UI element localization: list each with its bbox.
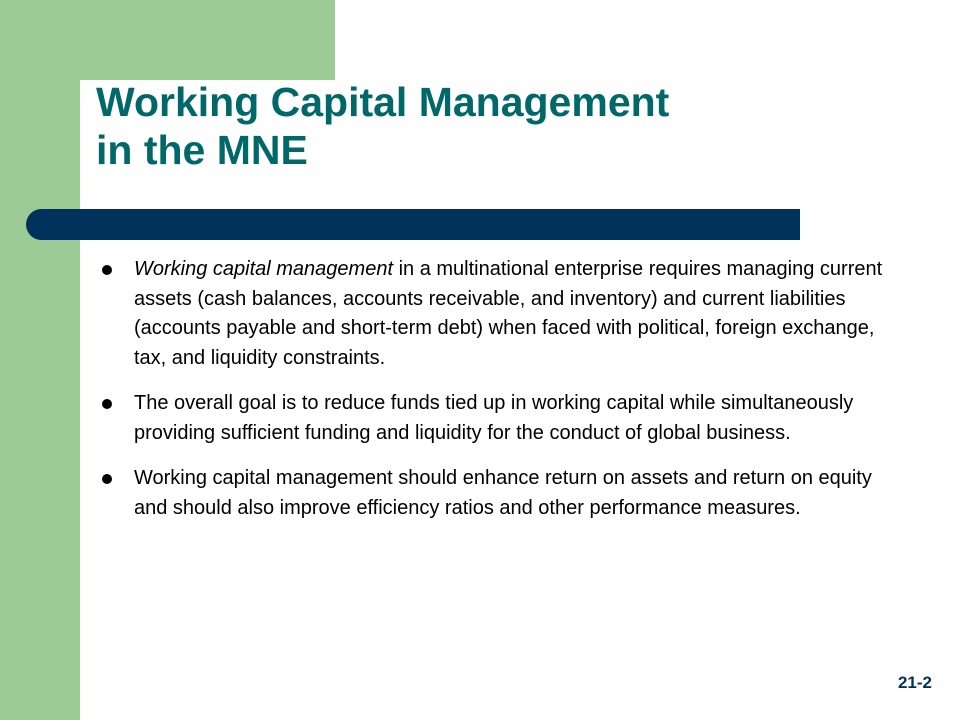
slide-title-line-1: Working Capital Management (96, 79, 670, 125)
bullet-item-2 (134, 389, 894, 448)
slide-title-line-2: in the MNE (96, 127, 308, 173)
bullet-emphasis: Working capital management (134, 258, 394, 280)
title-divider-bar (26, 209, 800, 240)
bullet-icon (102, 474, 112, 484)
header-accent-block (0, 0, 335, 80)
bullet-text: in a multinational enterprise requires managing current assets (cash balances, accounts receivable, and inventory) and current liabilities (accounts payable and short-term debt) when faced with political, foreign exchange, tax, and liquidity constraints. (134, 258, 883, 369)
bullet-icon (102, 399, 112, 409)
slide-title (96, 78, 856, 174)
bullet-text: Working capital management should enhance return on assets and return on equity and should also improve efficiency ratios and other performance measures. (134, 467, 872, 519)
bullet-icon (102, 265, 112, 275)
bullet-item-1 (134, 255, 894, 373)
page-number: 21-2 (897, 673, 932, 692)
bullet-text: The overall goal is to reduce funds tied up in working capital while simultaneously providing sufficient funding and liquidity for the conduct of global business. (134, 392, 854, 444)
bullet-list (0, 255, 960, 539)
bullet-item-3 (134, 464, 894, 523)
